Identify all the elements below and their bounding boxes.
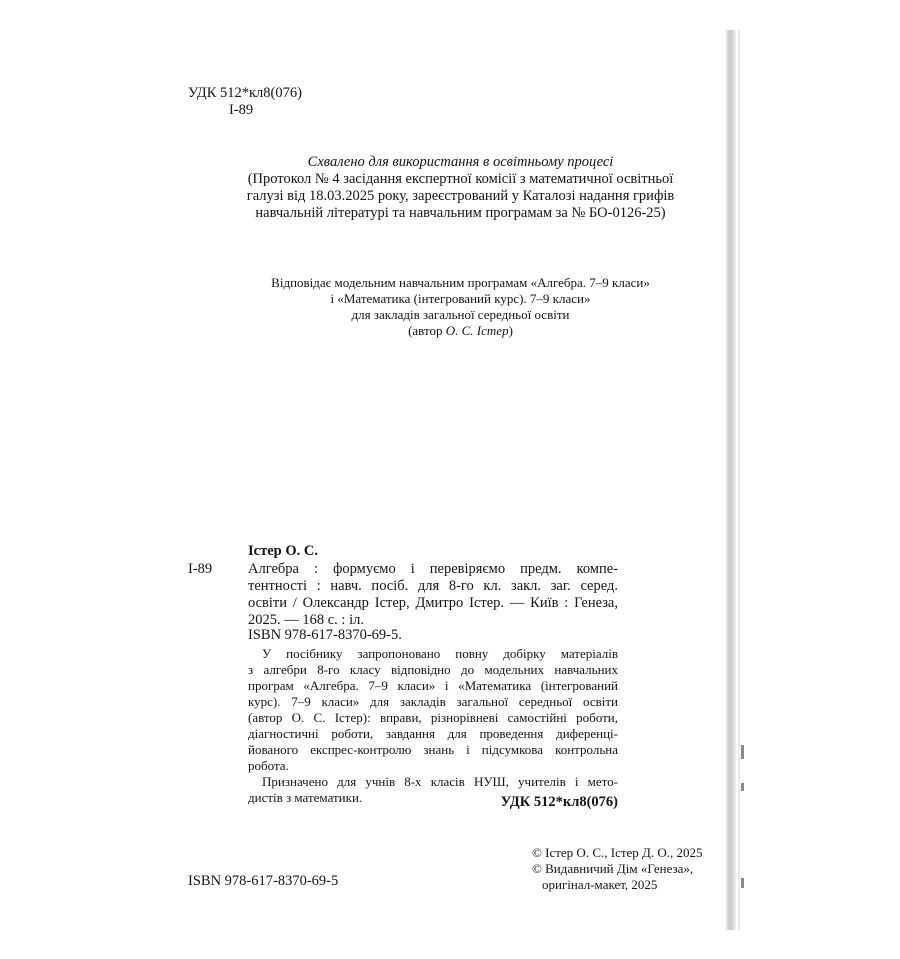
annotation-line: робота.	[248, 758, 289, 773]
approval-line: (Протокол № 4 засідання експертної комісії з математичної освітньої	[247, 171, 674, 187]
catalog-line: Алгебра : формуємо і перевіряємо предм. компе-	[248, 561, 618, 577]
page-edge-line	[738, 30, 740, 930]
catalog-isbn: ISBN 978-617-8370-69-5.	[248, 627, 402, 643]
conformity-line: для закладів загальної середньої освіти	[351, 307, 570, 322]
edge-mark	[741, 745, 744, 759]
annotation-line: (автор О. С. Істер): вправи, різнорівневі самостійні роботи,	[248, 710, 618, 725]
conformity-line: Відповідає модельним навчальним програмам «Алгебра. 7–9 класи»	[271, 275, 650, 290]
annotation-line: йованого експрес-контролю знань і підсумкова контрольна	[248, 742, 618, 757]
approval-line: навчальній літературі та навчальним програмам за № БО-0126-25)	[255, 205, 666, 221]
annotation-line: діагностичні роботи, завдання для проведення диференці-	[248, 726, 618, 741]
approval-heading: Схвалено для використання в освітньому процесі	[307, 154, 614, 170]
edge-mark	[741, 783, 744, 791]
conformity-block	[188, 275, 733, 339]
annotation-line: курс). 7–9 класи» для закладів загальної середньої освіти	[248, 694, 618, 709]
copyright-line: © Істер О. С., Істер Д. О., 2025	[532, 845, 703, 860]
copyright-line: оригінал-макет, 2025	[542, 877, 658, 892]
purpose-line: дистів з математики.	[248, 790, 363, 805]
approval-block	[188, 154, 733, 222]
catalog-udk: УДК 512*кл8(076)	[500, 794, 618, 810]
approval-line: галузі від 18.03.2025 року, зареєстрований у Каталозі надання грифів	[246, 188, 675, 204]
annotation-line: з алгебри 8-го класу відповідно до модельних навчальних	[248, 662, 618, 677]
purpose-line: Призначено для учнів 8-х класів НУШ, учителів і мето-	[262, 774, 618, 789]
udk-top: УДК 512*кл8(076)	[188, 85, 302, 101]
catalog-code: І-89	[188, 561, 213, 577]
conformity-line	[188, 323, 733, 339]
catalog-author: Істер О. С.	[248, 543, 318, 559]
catalog-description	[248, 561, 618, 629]
catalog-annotation	[248, 646, 618, 806]
copyright-block	[532, 845, 722, 893]
catalog-line: 2025. — 168 с. : іл.	[248, 612, 364, 628]
conformity-line: і «Математика (інтегрований курс). 7–9 класи»	[330, 291, 591, 306]
code-top: І-89	[229, 102, 254, 118]
conformity-prefix: (автор	[408, 323, 446, 338]
copyright-line: © Видавничий Дім «Генеза»,	[532, 861, 694, 876]
annotation-line: програм «Алгебра. 7–9 класи» і «Математика (інтегрований	[248, 678, 618, 693]
annotation-line: У посібнику запропоновано повну добірку матеріалів	[262, 646, 618, 661]
catalog-line: тентності : навч. посіб. для 8-го кл. закл. заг. серед.	[248, 578, 618, 594]
conformity-author: О. С. Істер	[445, 323, 509, 338]
conformity-suffix: )	[508, 323, 513, 338]
catalog-line: освіти / Олександр Істер, Дмитро Істер. — Київ : Генеза,	[248, 595, 618, 611]
isbn-bottom: ISBN 978-617-8370-69-5	[188, 873, 339, 889]
edge-mark	[741, 878, 744, 888]
